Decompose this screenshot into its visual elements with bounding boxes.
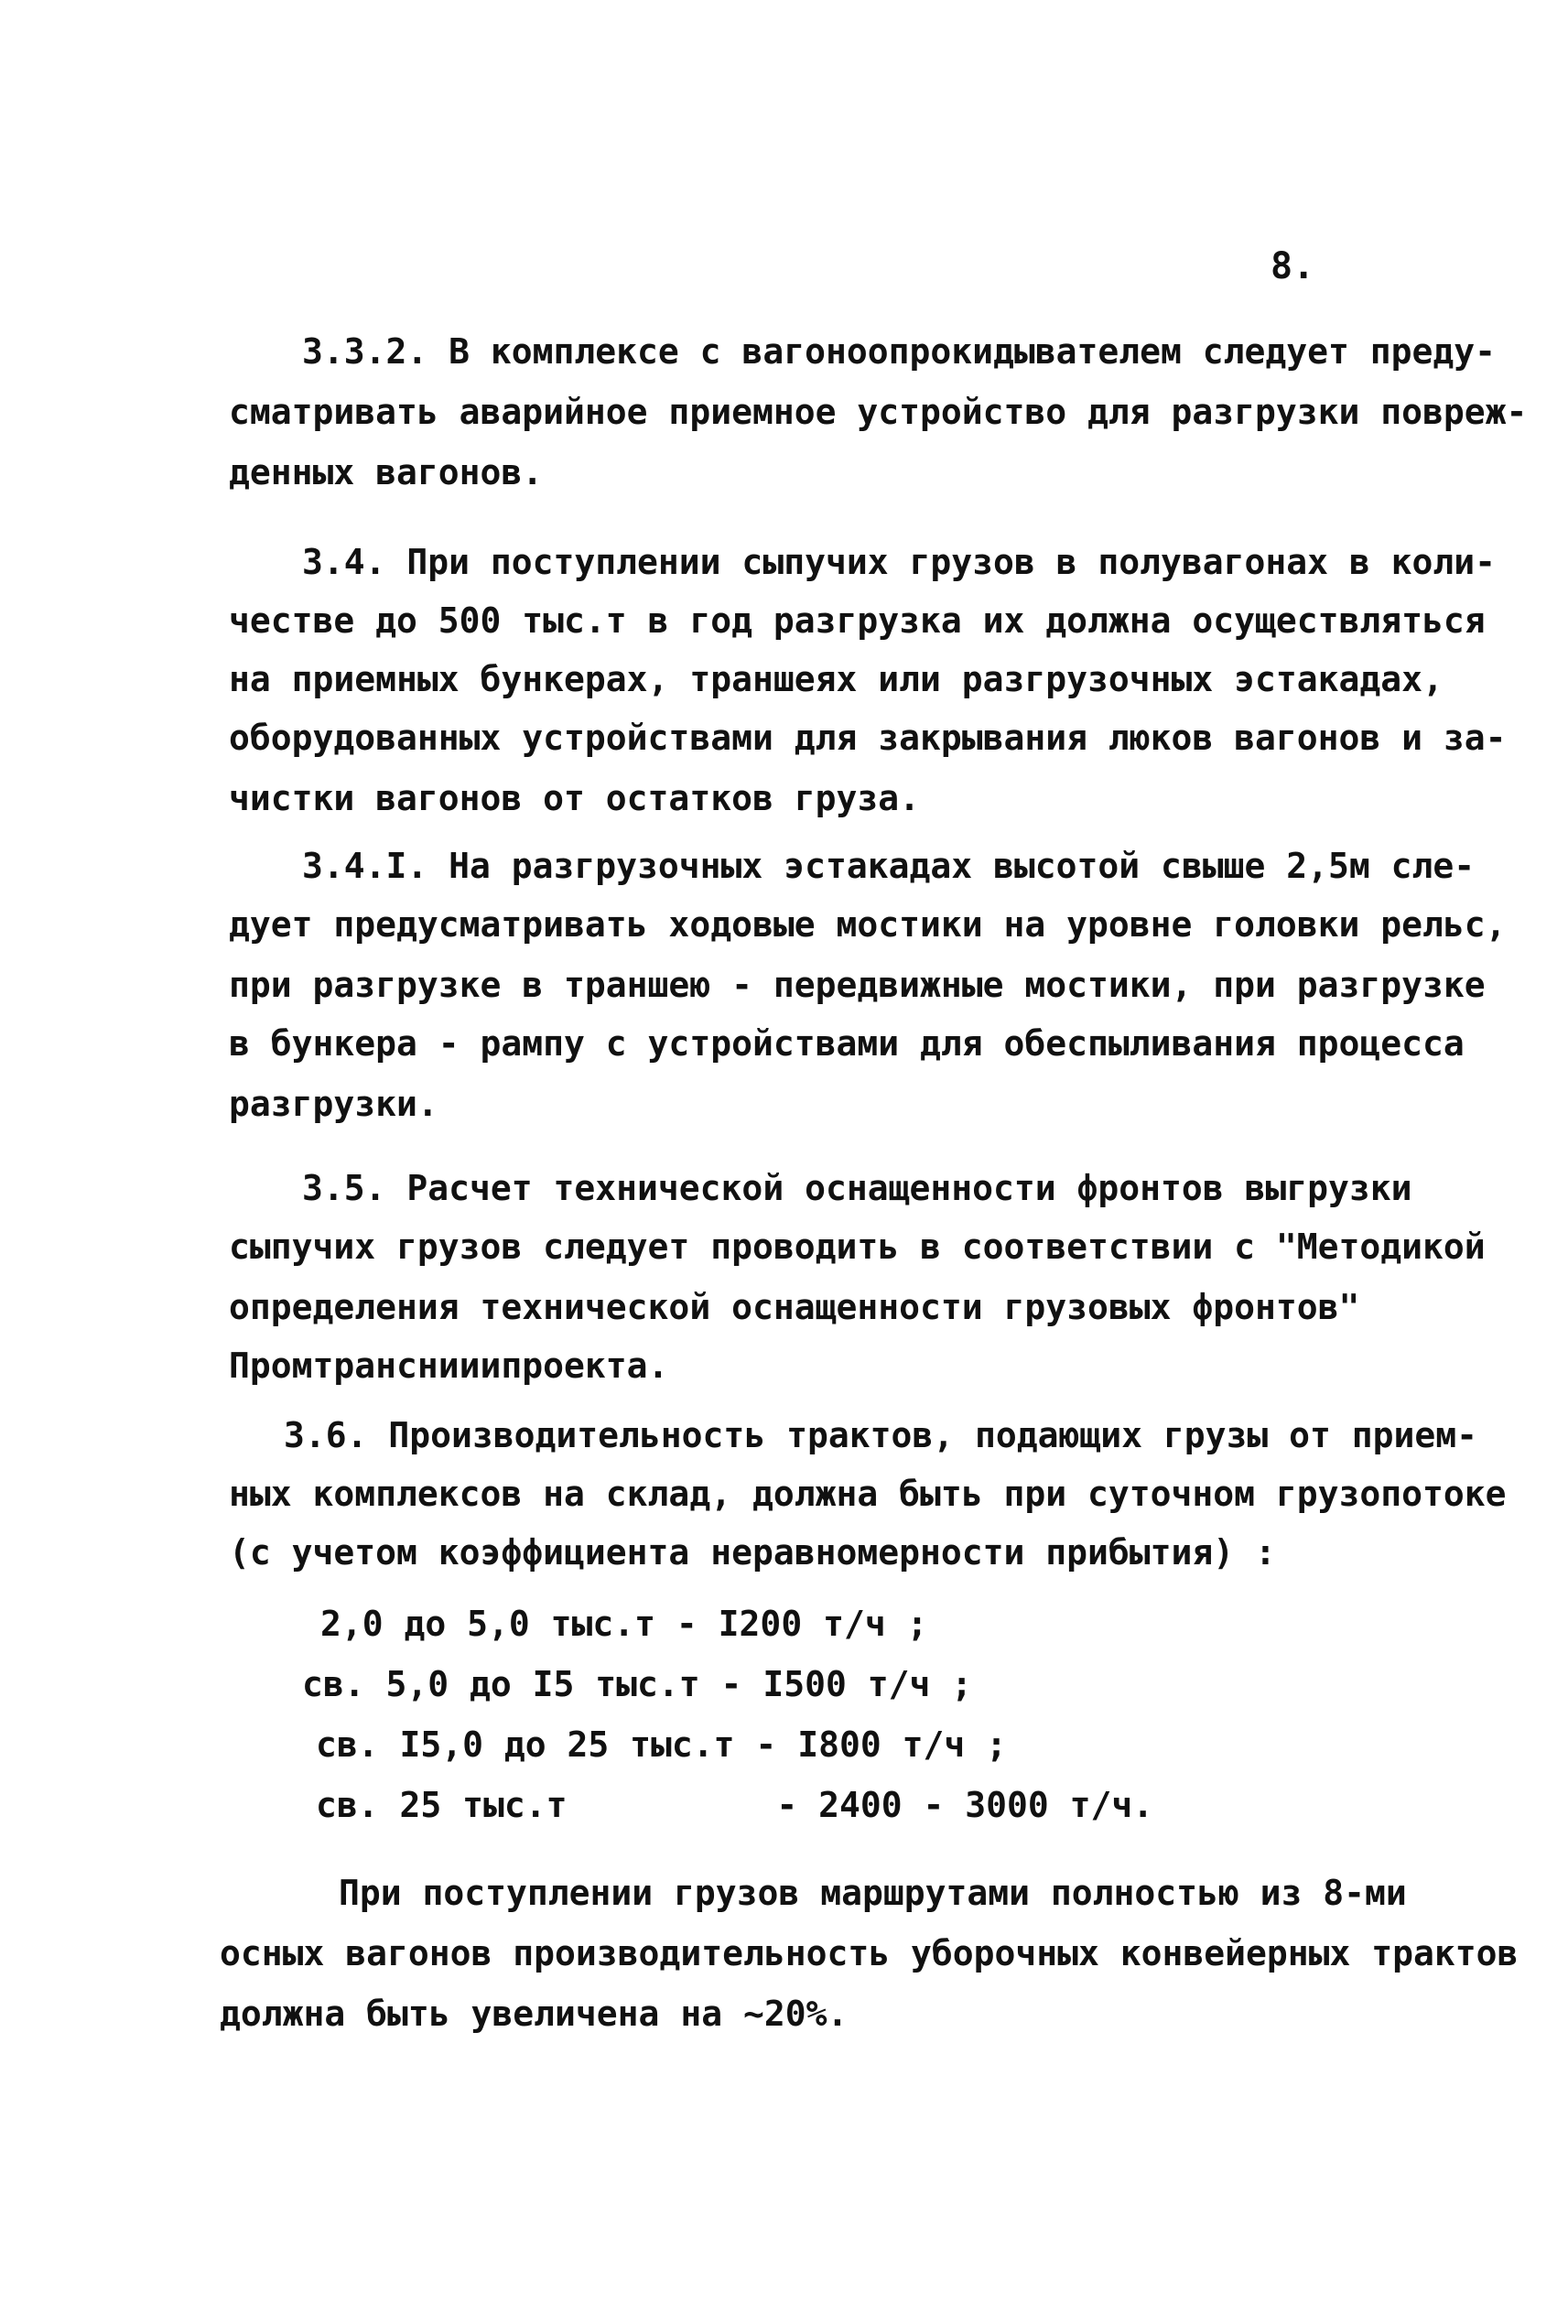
text-line: 3.5. Расчет технической оснащенности фронтов выгрузки: [302, 1168, 1412, 1208]
text-line: честве до 500 тыс.т в год разгрузка их должна осуществляться: [229, 600, 1486, 641]
text-line: сматривать аварийное приемное устройство для разгрузки повреж-: [229, 392, 1528, 432]
text-line: При поступлении грузов маршрутами полностью из 8-ми: [339, 1873, 1407, 1913]
text-line: денных вагонов.: [229, 452, 544, 492]
text-line: должна быть увеличена на ~20%.: [220, 1994, 849, 2034]
text-line: 3.4. При поступлении сыпучих грузов в полувагонах в коли-: [302, 542, 1497, 582]
text-line: в бункера - рампу с устройствами для обеспыливания процесса: [229, 1023, 1465, 1064]
text-line: сыпучих грузов следует проводить в соответствии с "Методикой: [229, 1227, 1486, 1267]
text-line: дует предусматривать ходовые мостики на уровне головки рельс,: [229, 904, 1507, 945]
text-line: ных комплексов на склад, должна быть при суточном грузопотоке: [229, 1474, 1507, 1514]
text-line: осных вагонов производительность уборочных конвейерных трактов: [220, 1933, 1519, 1973]
text-line: 3.3.2. В комплексе с вагоноопрокидывателем следует преду-: [302, 331, 1497, 372]
text-line: при разгрузке в траншею - передвижные мостики, при разгрузке: [229, 965, 1486, 1005]
page-number: 8.: [1271, 245, 1315, 287]
text-line: чистки вагонов от остатков груза.: [229, 778, 920, 818]
text-line: определения технической оснащенности грузовых фронтов": [229, 1287, 1360, 1327]
text-line: Промтранснииипроекта.: [229, 1346, 669, 1386]
list-item: св. 5,0 до I5 тыс.т - I500 т/ч ;: [302, 1664, 973, 1704]
text-line: оборудованных устройствами для закрывания люков вагонов и за-: [229, 718, 1507, 758]
list-item: св. 25 тыс.т - 2400 - 3000 т/ч.: [316, 1785, 1154, 1825]
text-line: (с учетом коэффициента неравномерности прибытия) :: [229, 1532, 1276, 1573]
list-item: св. I5,0 до 25 тыс.т - I800 т/ч ;: [316, 1724, 1007, 1765]
list-item: 2,0 до 5,0 тыс.т - I200 т/ч ;: [320, 1604, 928, 1644]
text-line: разгрузки.: [229, 1084, 438, 1124]
text-line: 3.4.I. На разгрузочных эстакадах высотой свыше 2,5м сле-: [302, 846, 1476, 886]
text-line: 3.6. Производительность трактов, подающих грузы от прием-: [284, 1415, 1478, 1455]
text-line: на приемных бункерах, траншеях или разгрузочных эстакадах,: [229, 659, 1444, 699]
